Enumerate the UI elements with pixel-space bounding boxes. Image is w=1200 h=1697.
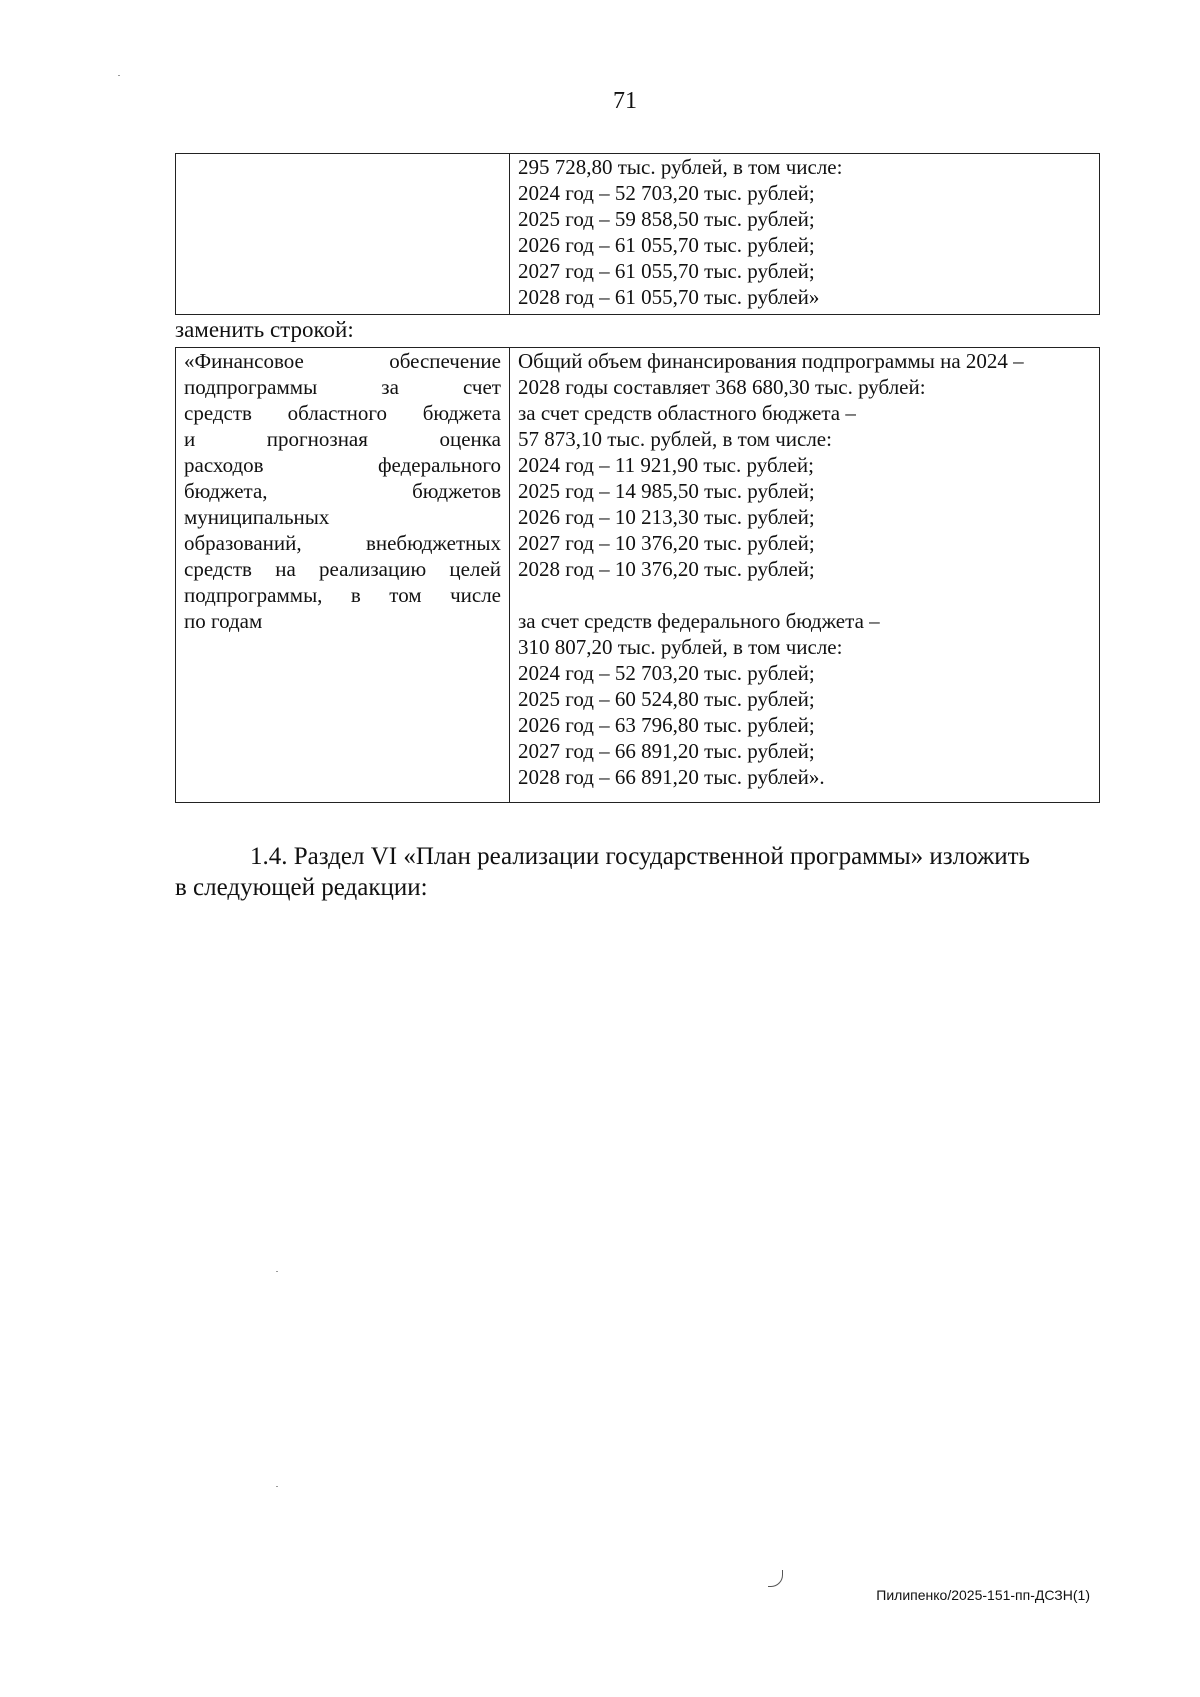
scan-speck [118,75,120,76]
funding-line: 2024 год – 11 921,90 тыс. рублей; [518,453,814,477]
document-code: Пилипенко/2025-151-пп-ДСЗН(1) [876,1587,1090,1603]
replacement-row-right-cell [510,348,1100,803]
funding-line: 2025 год – 14 985,50 тыс. рублей; [518,479,815,503]
table-row [176,348,1100,803]
funding-line: 2028 годы составляет 368 680,30 тыс. рублей: [518,375,926,399]
page-number: 71 [613,88,637,114]
funding-line: 57 873,10 тыс. рублей, в том числе: [518,427,832,451]
funding-line: 2027 год – 66 891,20 тыс. рублей; [518,739,815,763]
funding-line: 310 807,20 тыс. рублей, в том числе: [518,635,843,659]
funding-heading-line: подпрограммы, в том числе [184,583,501,607]
previous-row-table [175,153,1100,315]
funding-heading-line: «Финансовое обеспечение [184,349,501,373]
funding-line: 2027 год – 10 376,20 тыс. рублей; [518,531,815,555]
previous-row-line: 2024 год – 52 703,20 тыс. рублей; [518,181,815,205]
funding-heading-line: подпрограммы за счет [184,375,501,399]
funding-heading-line: муниципальных [184,505,330,529]
section-paragraph-line: в следующей редакции: [175,874,428,901]
previous-row-line: 295 728,80 тыс. рублей, в том числе: [518,155,843,179]
funding-heading-line: по годам [184,609,263,633]
previous-row-line: 2028 год – 61 055,70 тыс. рублей» [518,285,820,309]
funding-line: за счет средств федерального бюджета – [518,609,880,633]
funding-heading-line: бюджета, бюджетов [184,479,501,503]
funding-line: Общий объем финансирования подпрограммы на 2024 – [518,349,1024,373]
section-paragraph [175,841,1100,903]
previous-row-line: 2025 год – 59 858,50 тыс. рублей; [518,207,815,231]
previous-row-line: 2027 год – 61 055,70 тыс. рублей; [518,259,815,283]
scan-mark [768,1570,783,1587]
funding-heading-line: образований, внебюджетных [184,531,501,555]
funding-line: 2024 год – 52 703,20 тыс. рублей; [518,661,815,685]
funding-heading-text [184,348,501,634]
section-paragraph-line: 1.4. Раздел VI «План реализации государственной программы» изложить [250,843,1030,870]
funding-line: 2026 год – 10 213,30 тыс. рублей; [518,505,815,529]
replacement-row-table [175,347,1100,803]
funding-heading-line: средств на реализацию целей [184,557,501,581]
scan-speck [276,1271,278,1272]
funding-heading-line: средств областного бюджета [184,401,501,425]
funding-line-spacer [518,582,1091,608]
funding-line: 2026 год – 63 796,80 тыс. рублей; [518,713,815,737]
funding-line: 2025 год – 60 524,80 тыс. рублей; [518,687,815,711]
replace-label: заменить строкой: [175,317,354,342]
replacement-row-left-cell [176,348,510,803]
funding-line: за счет средств областного бюджета – [518,401,856,425]
scan-speck [276,1486,278,1487]
funding-line: 2028 год – 66 891,20 тыс. рублей». [518,765,825,789]
previous-row-right-cell [510,154,1100,315]
previous-row-line: 2026 год – 61 055,70 тыс. рублей; [518,233,815,257]
previous-row-left-cell [176,154,510,315]
funding-line: 2028 год – 10 376,20 тыс. рублей; [518,557,815,581]
funding-heading-line: и прогнозная оценка [184,427,501,451]
funding-heading-line: расходов федерального [184,453,501,477]
table-row [176,154,1100,315]
